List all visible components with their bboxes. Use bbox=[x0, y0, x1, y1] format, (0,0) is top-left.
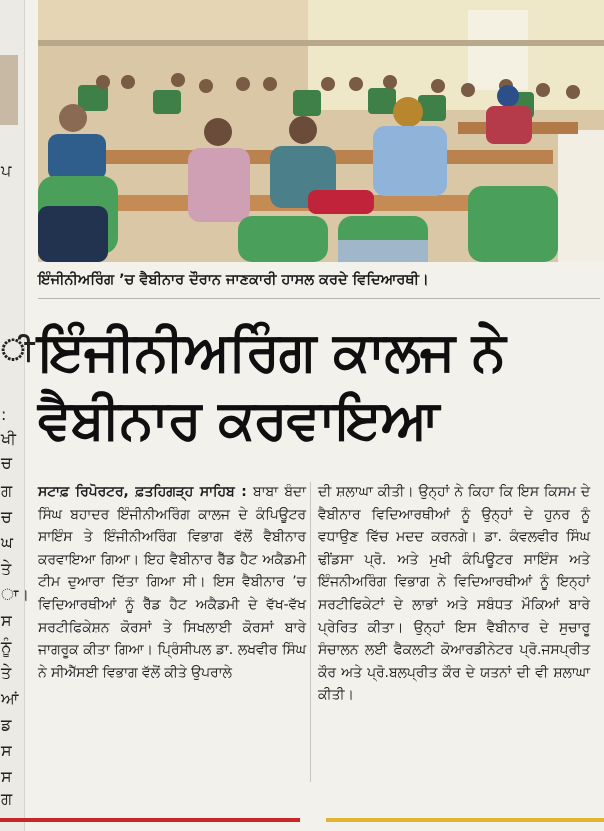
byline: ਸਟਾਫ਼ ਰਿਪੋਰਟਰ, ਫ਼ਤਹਿਗੜ੍ਹ ਸਾਹਿਬ : bbox=[38, 484, 247, 500]
adjacent-glyph: ਸ bbox=[1, 741, 12, 760]
adjacent-glyph: ਚ bbox=[1, 453, 12, 472]
column-divider bbox=[310, 482, 311, 782]
adjacent-photo-fragment bbox=[0, 55, 18, 125]
adjacent-glyph: ਡ bbox=[1, 715, 12, 734]
caption-divider bbox=[38, 298, 600, 299]
adjacent-glyph: ਗ bbox=[1, 789, 13, 808]
classroom-photo-illustration bbox=[38, 0, 604, 262]
news-photo bbox=[38, 0, 604, 262]
adjacent-glyph: : bbox=[1, 405, 7, 424]
adjacent-glyph: ਚ bbox=[1, 507, 12, 526]
adjacent-glyph: ਾ। bbox=[1, 585, 30, 604]
adjacent-glyph: ਆਂ bbox=[1, 689, 19, 708]
adjacent-glyph: ਨੂੰ bbox=[1, 637, 12, 656]
adjacent-glyph: ਤੇ bbox=[1, 559, 12, 578]
adjacent-headline-glyph: ੀ bbox=[1, 333, 35, 368]
adjacent-glyph: ਘ bbox=[1, 533, 13, 552]
article-column-2 bbox=[318, 481, 590, 707]
adjacent-glyph: ਤੇ bbox=[1, 663, 12, 682]
headline-line-1: ਇੰਜੀਨੀਅਰਿੰਗ ਕਾਲਜ ਨੇ bbox=[38, 320, 505, 383]
bottom-color-bar-right bbox=[326, 818, 604, 822]
bottom-color-bar-left bbox=[0, 818, 300, 822]
headline bbox=[38, 318, 600, 454]
photo-caption: ਇੰਜੀਨੀਅਰਿੰਗ ’ਚ ਵੈਬੀਨਾਰ ਦੌਰਾਨ ਜਾਣਕਾਰੀ ਹਾਸਲ ਕਰਦੇ ਵਿਦਿਆਰਥੀ। bbox=[38, 272, 429, 288]
adjacent-glyph: ਸ bbox=[1, 767, 12, 786]
adjacent-glyph: ਪ bbox=[1, 161, 12, 180]
article-body-1: ਬਾਬਾ ਬੰਦਾ ਸਿੰਘ ਬਹਾਦਰ ਇੰਜੀਨੀਅਰਿੰਗ ਕਾਲਜ ਦੇ ਕੰਪਿਊਟਰ ਸਾਇੰਸ ਤੇ ਇੰਜੀਨੀਅਰਿੰਗ ਵਿਭਾਗ ਵੱਲੋਂ ਵੈਬੀਨਾਰ ਕਰਵਾਇਆ ਗਿਆ। ਇਹ ਵੈਬੀਨਾਰ ਰੈੱਡ ਹੈਟ ਅਕੈਡਮੀ ਟੀਮ ਦੁਆਰਾ ਦਿੱਤਾ ਗਿਆ ਸੀ। ਇਸ ਵੈਬੀਨਾਰ ’ਚ ਵਿਦਿਆਰਥੀਆਂ ਨੂੰ ਰੈੱਡ ਹੈਟ ਅਕੈਡਮੀ ਦੇ ਵੱਖ-ਵੱਖ ਸਰਟੀਫਿਕੇਸ਼ਨ ਕੋਰਸਾਂ ਤੇ ਸਿਖਲਾਈ ਕੋਰਸਾਂ ਬਾਰੇ ਜਾਗਰੂਕ ਕੀਤਾ ਗਿਆ। ਪ੍ਰਿੰਸੀਪਲ ਡਾ. ਲਖਵੀਰ ਸਿੰਘ ਨੇ ਸੀਐੱਸਈ ਵਿਭਾਗ ਵੱਲੋਂ ਕੀਤੇ ਉਪਰਾਲੇ bbox=[38, 484, 307, 681]
adjacent-glyph: ਸ bbox=[1, 611, 12, 630]
adjacent-glyph: ਖੀ bbox=[1, 429, 16, 448]
article-column-1 bbox=[38, 481, 306, 684]
adjacent-column-clipped bbox=[0, 0, 35, 831]
headline-line-2: ਵੈਬੀਨਾਰ ਕਰਵਾਇਆ bbox=[38, 388, 439, 451]
adjacent-glyph: ਗ bbox=[1, 481, 13, 500]
article-body-2: ਦੀ ਸ਼ਲਾਘਾ ਕੀਤੀ। ਉਨ੍ਹਾਂ ਨੇ ਕਿਹਾ ਕਿ ਇਸ ਕਿਸਮ ਦੇ ਵੈਬੀਨਾਰ ਵਿਦਿਆਰਥੀਆਂ ਨੂੰ ਉਨ੍ਹਾਂ ਦੇ ਹੁਨਰ ਨੂੰ ਵਧਾਉਣ ਵਿੱਚ ਮਦਦ ਕਰਨਗੇ। ਡਾ. ਕੰਵਲਵੀਰ ਸਿੰਘ ਢੀਂਡਸਾ ਪ੍ਰੋ. ਅਤੇ ਮੁਖੀ ਕੰਪਿਊਟਰ ਸਾਇੰਸ ਅਤੇ ਇੰਜਨੀਅਰਿੰਗ ਵਿਭਾਗ ਨੇ ਵਿਦਿਆਰਥੀਆਂ ਨੂੰ ਇਨ੍ਹਾਂ ਸਰਟੀਫਿਕੇਟਾਂ ਦੇ ਲਾਭਾਂ ਅਤੇ ਸਬੰਧਤ ਮੌਕਿਆਂ ਬਾਰੇ ਪ੍ਰੇਰਿਤ ਕੀਤਾ। ਉਨ੍ਹਾਂ ਇਸ ਵੈਬੀਨਾਰ ਦੇ ਸੁਚਾਰੂ ਸੰਚਾਲਨ ਲਈ ਫੈਕਲਟੀ ਕੋਆਰਡੀਨੇਟਰ ਪ੍ਰੋ.ਜਸਪ੍ਰੀਤ ਕੌਰ ਅਤੇ ਪ੍ਰੋ.ਬਲਪ੍ਰੀਤ ਕੌਰ ਦੇ ਯਤਨਾਂ ਦੀ ਵੀ ਸ਼ਲਾਘਾ ਕੀਤੀ। bbox=[318, 484, 590, 704]
